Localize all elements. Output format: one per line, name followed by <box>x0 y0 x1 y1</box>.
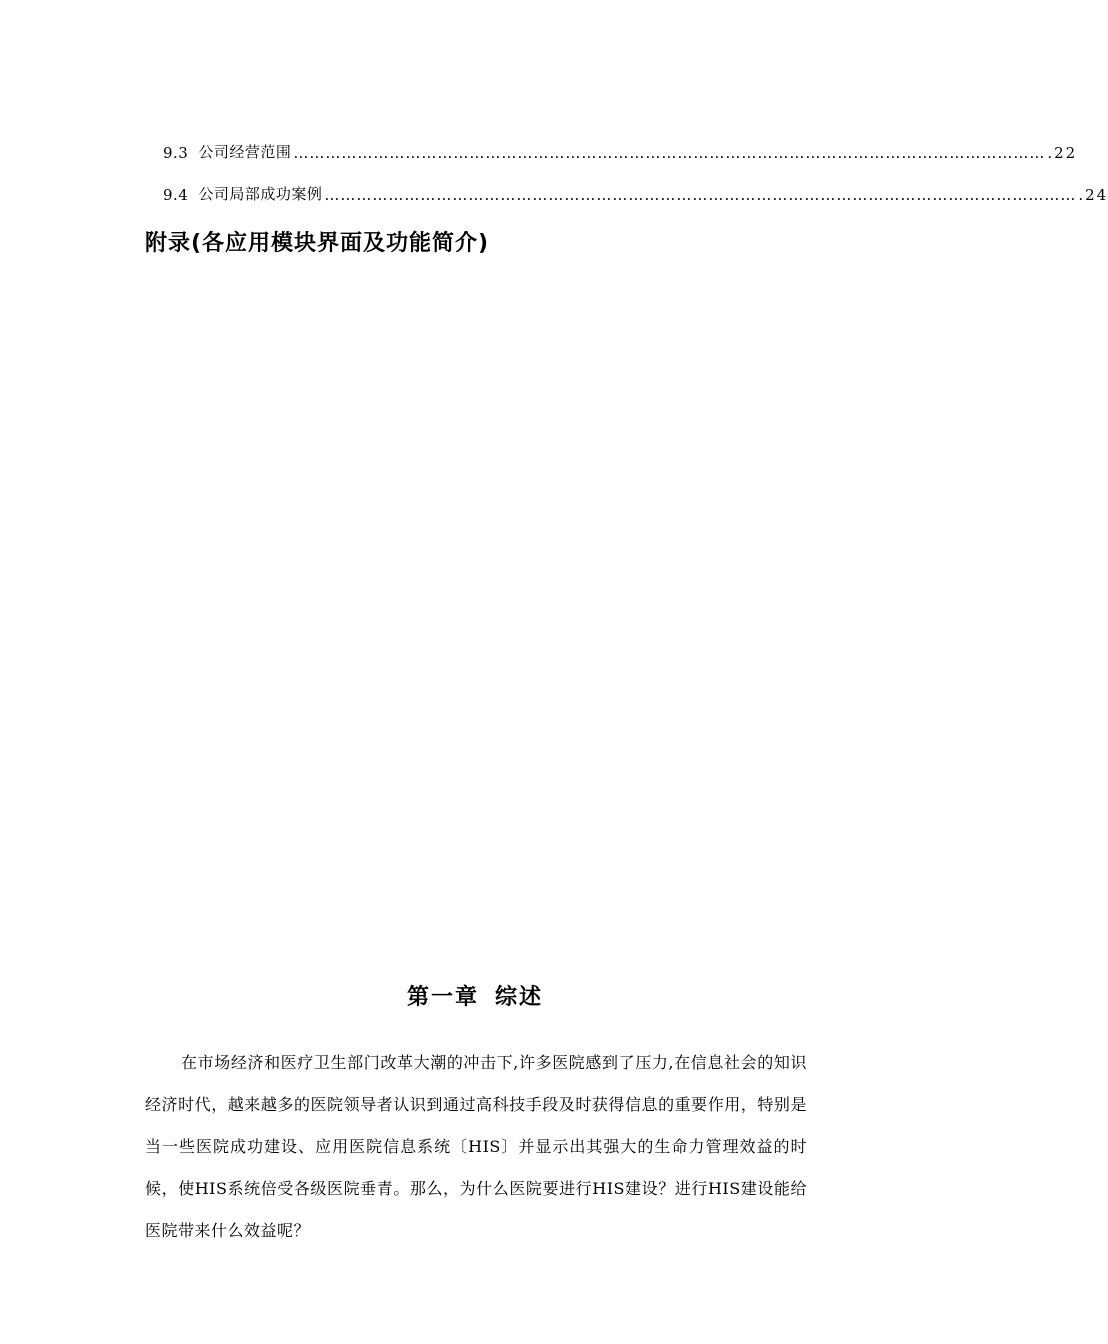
chapter-name: 综述 <box>495 985 544 1010</box>
toc-leader-dots: …………………………………………………………………………………………………………………………… <box>293 144 1046 162</box>
chapter-title <box>0 980 950 1011</box>
toc-leader-dots: …………………………………………………………………………………………………………………………… <box>324 186 1077 204</box>
appendix-heading: 附录(各应用模块界面及功能简介) <box>145 231 490 256</box>
toc-entry-number: 9.4 <box>163 186 189 204</box>
toc-entry-number: 9.3 <box>163 144 189 162</box>
toc-entry-page: .22 <box>1047 144 1078 162</box>
chapter-label: 第一章 <box>406 985 479 1010</box>
toc-entry-page: .24 <box>1078 186 1108 204</box>
toc-entry <box>163 138 1078 162</box>
toc-entry-title: 公司经营范围 <box>198 143 292 161</box>
toc-entry <box>163 180 1108 204</box>
body-paragraph: 在市场经济和医疗卫生部门改革大潮的冲击下,许多医院感到了压力,在信息社会的知识经济时代，越来越多的医院领导者认识到通过高科技手段及时获得信息的重要作用，特别是当一些医院成功建设、应用医院信息系统〔HIS〕并显示出其强大的生命力管理效益的时候，使HIS系统倍受各级医院垂青。那么，为什么医院要进行HIS建设？进行HIS建设能给医院带来什么效益呢？ <box>145 1053 807 1240</box>
toc-entry-title: 公司局部成功案例 <box>198 185 323 203</box>
chapter-body <box>145 1042 807 1252</box>
